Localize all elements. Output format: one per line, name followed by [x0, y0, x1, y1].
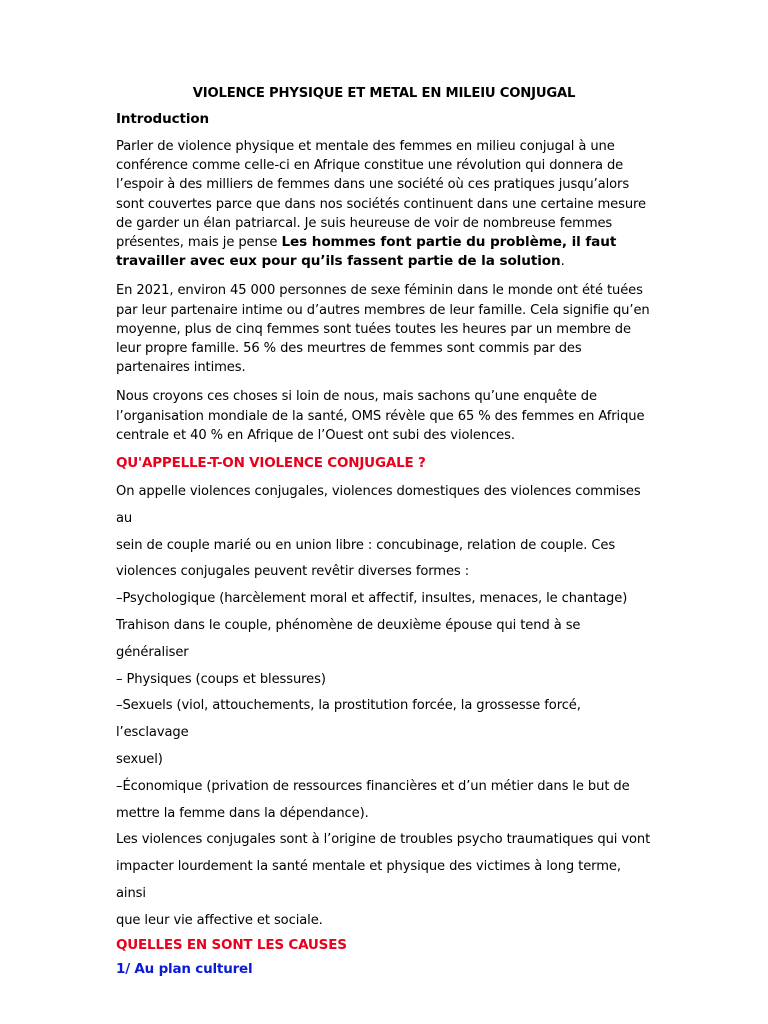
- intro-paragraph-1-bold: Les hommes font partie du problème, il faut travailler avec eux pour qu’ils fassent partie de la solution: [116, 234, 617, 270]
- definition-line: impacter lourdement la santé mentale et physique des victimes à long terme, ainsi: [116, 859, 621, 901]
- definition-line: mettre la femme dans la dépendance).: [116, 805, 369, 821]
- definition-line: sexuel): [116, 752, 163, 768]
- intro-paragraph-1-end: .: [560, 254, 565, 270]
- definition-line: – Physiques (coups et blessures): [116, 671, 326, 687]
- definition-line: Trahison dans le couple, phénomène de deuxième épouse qui tend à se généraliser: [116, 618, 581, 660]
- intro-heading: Introduction: [116, 111, 210, 127]
- intro-paragraph-2: En 2021, environ 45 000 personnes de sexe féminin dans le monde ont été tuées par leur partenaire intime ou d’autres membres de leur famille. Cela signifie qu’en moyenne, plus de cinq femmes sont tuées toutes les heures par un membre de leur propre famille. 56 % des meurtres de femmes sont commis par des partenaires intimes.: [116, 283, 650, 376]
- cultural-subheading: 1/ Au plan culturel: [116, 960, 253, 977]
- definition-line: On appelle violences conjugales, violences domestiques des violences commises au: [116, 484, 641, 526]
- intro-paragraph-1-text: Parler de violence physique et mentale des femmes en milieu conjugal à une conférence comme celle-ci en Afrique constitue une révolution qui donnera de l’espoir à des milliers de femmes dans une société où ces pratiques jusqu’alors sont couvertes parce que dans nos sociétés continuent dans une certaine mesure de garder un élan patriarcal. Je suis heureuse de voir de nombreuse femmes présentes, mais je pense: [116, 139, 646, 251]
- definition-line: violences conjugales peuvent revêtir diverses formes :: [116, 564, 470, 580]
- definition-text-block: [116, 479, 652, 935]
- intro-paragraph-1: [116, 137, 652, 271]
- definition-line: que leur vie affective et sociale.: [116, 912, 323, 928]
- definition-line: –Psychologique (harcèlement moral et affectif, insultes, menaces, le chantage): [116, 591, 628, 607]
- causes-heading: QUELLES EN SONT LES CAUSES: [116, 936, 347, 953]
- definition-line: –Économique (privation de ressources financières et d’un métier dans le but de: [116, 778, 630, 794]
- definition-line: sein de couple marié ou en union libre : concubinage, relation de couple. Ces: [116, 537, 616, 553]
- definition-heading: QU'APPELLE-T-ON VIOLENCE CONJUGALE ?: [116, 455, 426, 472]
- definition-line: –Sexuels (viol, attouchements, la prostitution forcée, la grossesse forcé, l’esclavage: [116, 698, 581, 741]
- document-title: VIOLENCE PHYSIQUE ET METAL EN MILEIU CONJUGAL: [192, 86, 576, 101]
- intro-paragraph-3: Nous croyons ces choses si loin de nous, mais sachons qu’une enquête de l’organisation mondiale de la santé, OMS révèle que 65 % des femmes en Afrique centrale et 40 % en Afrique de l’Ouest ont subi des violences.: [116, 389, 645, 443]
- definition-line: Les violences conjugales sont à l’origine de troubles psycho traumatiques qui vont: [116, 832, 651, 848]
